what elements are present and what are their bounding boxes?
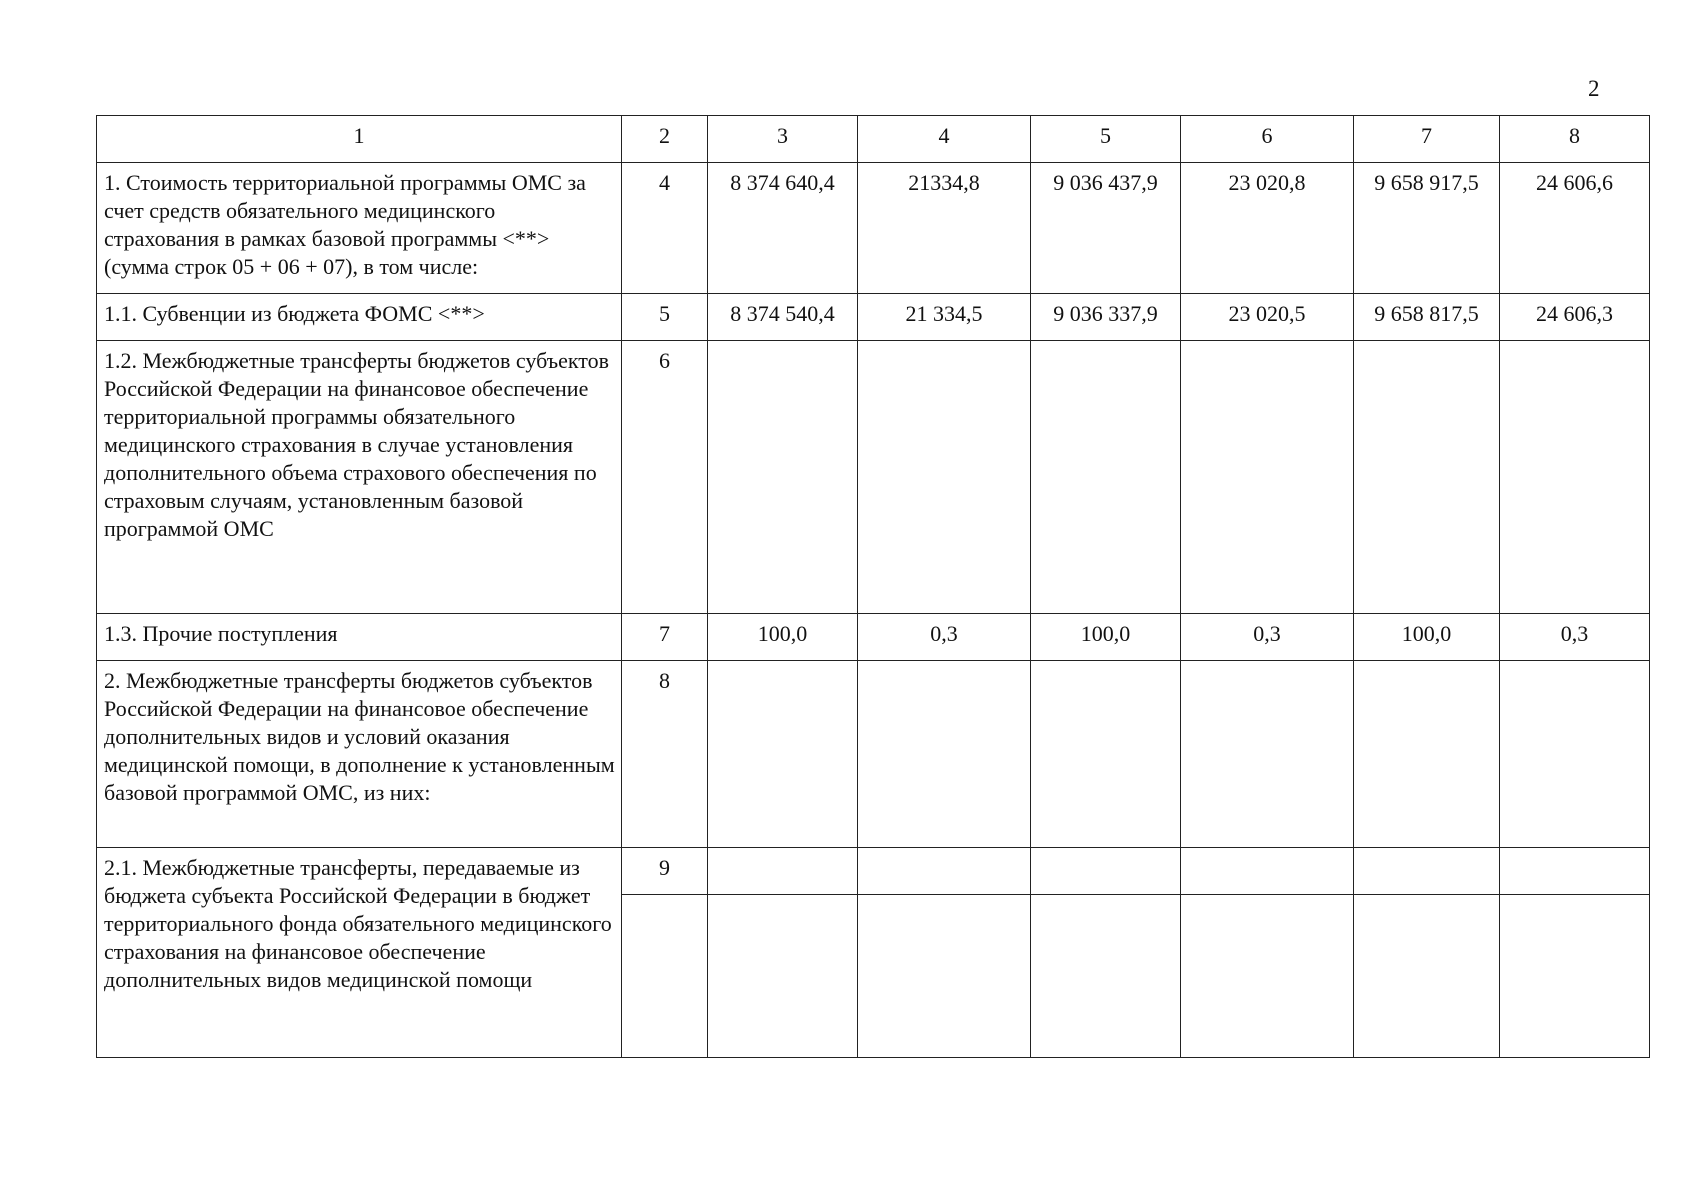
cell-col4: 21334,8 xyxy=(858,163,1031,294)
cell-col7 xyxy=(1354,848,1500,895)
cell-col6 xyxy=(1181,661,1354,848)
cell-col4: 0,3 xyxy=(858,614,1031,661)
header-cell-1: 1 xyxy=(97,116,622,163)
cell-col7 xyxy=(1354,661,1500,848)
cell-col4: 21 334,5 xyxy=(858,294,1031,341)
page-number: 2 xyxy=(1588,76,1600,101)
cell-col6 xyxy=(1181,848,1354,895)
cell-col5: 100,0 xyxy=(1031,614,1181,661)
table-row xyxy=(97,848,1650,895)
header-cell-4: 4 xyxy=(858,116,1031,163)
cell-col3 xyxy=(708,661,858,848)
row-code: 8 xyxy=(622,661,708,848)
row-code: 5 xyxy=(622,294,708,341)
row-name: 1.1. Субвенции из бюджета ФОМС <**> xyxy=(97,294,622,341)
table-row xyxy=(97,341,1650,614)
budget-table xyxy=(96,115,1650,1058)
empty-cell xyxy=(708,895,858,1058)
cell-col5 xyxy=(1031,661,1181,848)
header-row xyxy=(97,116,1650,163)
row-code: 7 xyxy=(622,614,708,661)
cell-col8 xyxy=(1500,341,1650,614)
row-name: 1.3. Прочие поступления xyxy=(97,614,622,661)
row-name: 2.1. Межбюджетные трансферты, передаваемые из бюджета субъекта Российской Федерации в бюджет территориального фонда обязательного медицинского страхования на финансовое обеспечение дополнительных видов медицинской помощи xyxy=(97,848,622,1058)
cell-col7 xyxy=(1354,341,1500,614)
empty-cell xyxy=(1500,895,1650,1058)
cell-col3: 8 374 540,4 xyxy=(708,294,858,341)
cell-col8: 0,3 xyxy=(1500,614,1650,661)
cell-col4 xyxy=(858,848,1031,895)
empty-cell xyxy=(1181,895,1354,1058)
table-row xyxy=(97,614,1650,661)
cell-col4 xyxy=(858,661,1031,848)
table-row xyxy=(97,163,1650,294)
cell-col6 xyxy=(1181,341,1354,614)
header-cell-5: 5 xyxy=(1031,116,1181,163)
table-row xyxy=(97,661,1650,848)
cell-col5 xyxy=(1031,848,1181,895)
header-cell-3: 3 xyxy=(708,116,858,163)
cell-col8 xyxy=(1500,661,1650,848)
cell-col6: 23 020,8 xyxy=(1181,163,1354,294)
row-name: 1. Стоимость территориальной программы ОМС за счет средств обязательного медицинского страхования в рамках базовой программы <**> (сумма строк 05 + 06 + 07), в том числе: xyxy=(97,163,622,294)
cell-col5: 9 036 337,9 xyxy=(1031,294,1181,341)
cell-col4 xyxy=(858,341,1031,614)
cell-col5: 9 036 437,9 xyxy=(1031,163,1181,294)
empty-cell xyxy=(1031,895,1181,1058)
row-code: 9 xyxy=(622,848,708,895)
header-cell-2: 2 xyxy=(622,116,708,163)
cell-col3: 100,0 xyxy=(708,614,858,661)
row-code: 6 xyxy=(622,341,708,614)
row-name: 2. Межбюджетные трансферты бюджетов субъектов Российской Федерации на финансовое обеспечение дополнительных видов и условий оказания медицинской помощи, в дополнение к установленным базовой программой ОМС, из них: xyxy=(97,661,622,848)
header-cell-7: 7 xyxy=(1354,116,1500,163)
empty-cell xyxy=(622,895,708,1058)
cell-col7: 9 658 817,5 xyxy=(1354,294,1500,341)
cell-col8: 24 606,6 xyxy=(1500,163,1650,294)
row-code: 4 xyxy=(622,163,708,294)
cell-col3 xyxy=(708,848,858,895)
cell-col7: 9 658 917,5 xyxy=(1354,163,1500,294)
cell-col8 xyxy=(1500,848,1650,895)
cell-col6: 0,3 xyxy=(1181,614,1354,661)
cell-col6: 23 020,5 xyxy=(1181,294,1354,341)
cell-col7: 100,0 xyxy=(1354,614,1500,661)
header-cell-6: 6 xyxy=(1181,116,1354,163)
table-row xyxy=(97,294,1650,341)
cell-col3 xyxy=(708,341,858,614)
cell-col3: 8 374 640,4 xyxy=(708,163,858,294)
cell-col5 xyxy=(1031,341,1181,614)
empty-cell xyxy=(1354,895,1500,1058)
row-name: 1.2. Межбюджетные трансферты бюджетов субъектов Российской Федерации на финансовое обеспечение территориальной программы обязательного медицинского страхования в случае установления дополнительного объема страхового обеспечения по страховым случаям, установленным базовой программой ОМС xyxy=(97,341,622,614)
empty-cell xyxy=(858,895,1031,1058)
header-cell-8: 8 xyxy=(1500,116,1650,163)
cell-col8: 24 606,3 xyxy=(1500,294,1650,341)
